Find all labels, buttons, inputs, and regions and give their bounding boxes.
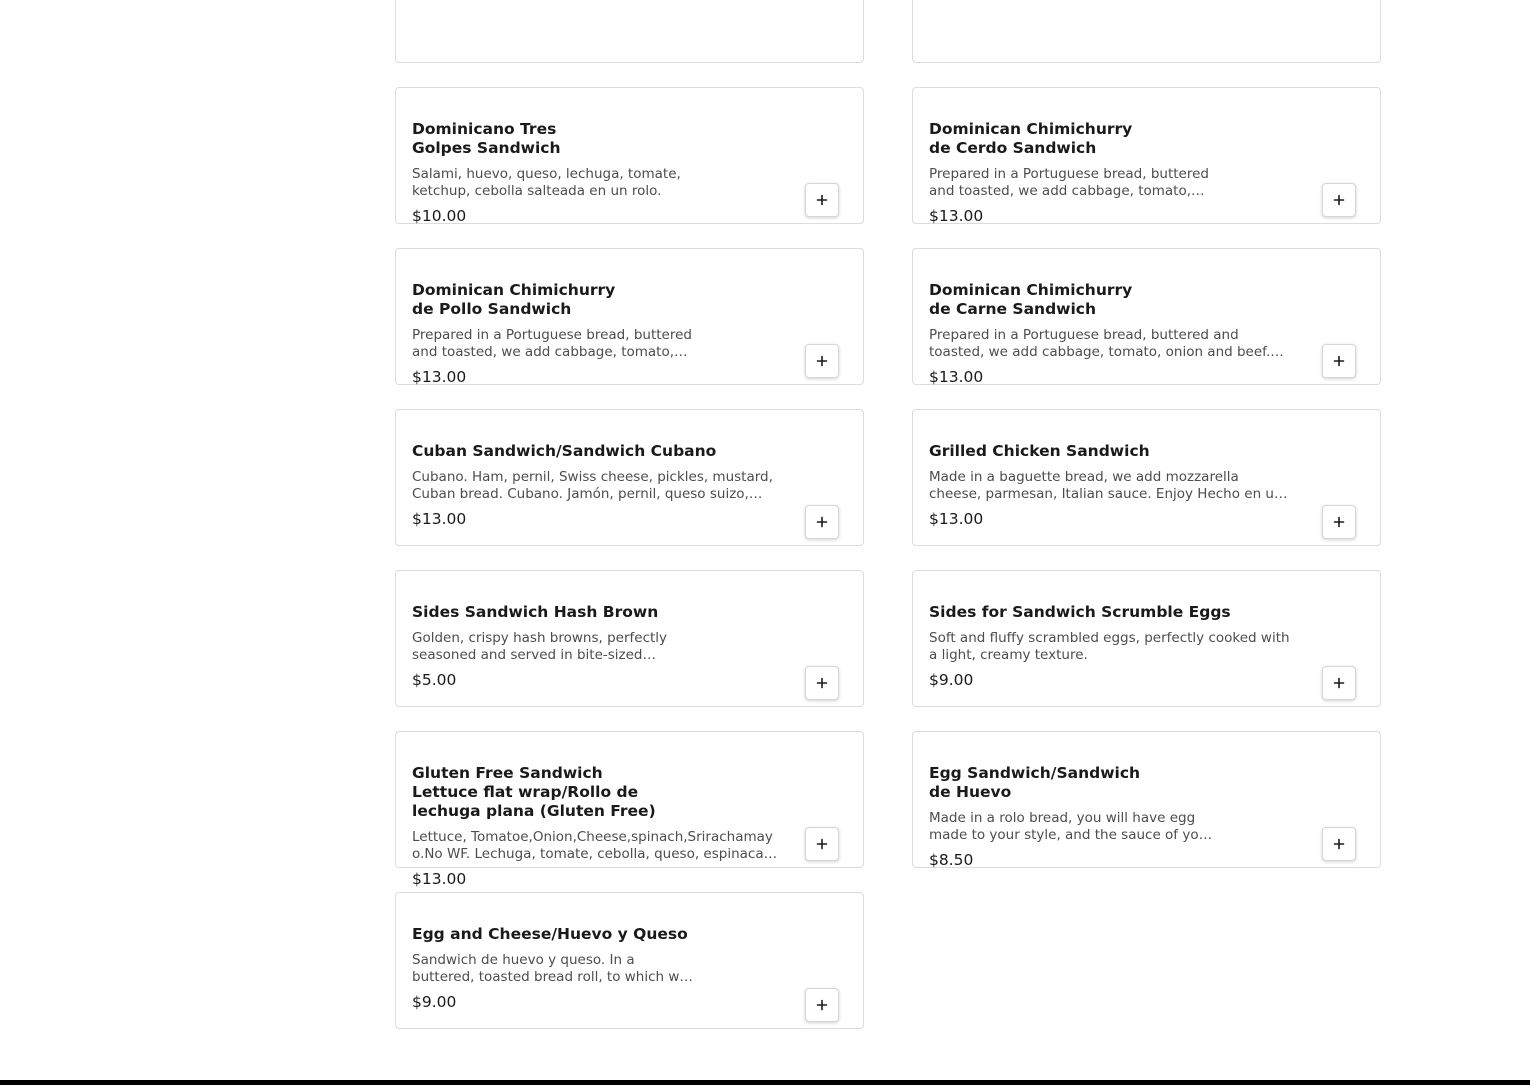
add-item-button[interactable] <box>1322 666 1356 700</box>
menu-item-title: Dominican Chimichurry de Cerdo Sandwich <box>929 120 1133 157</box>
menu-item-card[interactable] <box>395 731 864 888</box>
menu-item-description: Soft and fluffy scrambled eggs, perfectly cooked with a light, creamy texture. <box>929 630 1290 663</box>
plus-icon <box>1333 677 1345 689</box>
add-item-button[interactable] <box>805 988 839 1022</box>
menu-item-price: $9.00 <box>412 993 457 1011</box>
add-item-button[interactable] <box>1322 505 1356 539</box>
menu-item-card[interactable] <box>912 248 1381 385</box>
add-item-button[interactable] <box>805 827 839 861</box>
plus-icon <box>816 516 828 528</box>
menu-item-price: $10.00 <box>412 207 467 225</box>
menu-item-description: Made in a rolo bread, you will have egg made to your style, and the sauce of yo… <box>929 810 1213 843</box>
plus-icon <box>816 999 828 1011</box>
menu-item-title: Gluten Free Sandwich Lettuce flat wrap/Rollo de lechuga plana (Gluten Free) <box>412 764 656 820</box>
menu-item-card[interactable] <box>912 87 1381 224</box>
plus-icon <box>1333 194 1345 206</box>
menu-item-title: Egg and Cheese/Huevo y Queso <box>412 925 688 943</box>
menu-item-card[interactable] <box>912 731 1381 868</box>
menu-item-description: Salami, huevo, queso, lechuga, tomate, ketchup, cebolla salteada en un rolo. <box>412 166 681 199</box>
menu-item-price: $13.00 <box>412 510 467 528</box>
add-item-button[interactable] <box>805 183 839 217</box>
plus-icon <box>816 355 828 367</box>
menu-item-card[interactable] <box>395 0 864 63</box>
menu-item-description: Prepared in a Portuguese bread, buttered and toasted, we add cabbage, tomato,… <box>412 327 692 360</box>
plus-icon <box>1333 516 1345 528</box>
menu-item-card[interactable] <box>912 570 1381 707</box>
menu-item-card[interactable] <box>912 0 1381 63</box>
menu-item-description: Made in a baguette bread, we add mozzarella cheese, parmesan, Italian sauce. Enjoy Hecho en u… <box>929 469 1288 502</box>
menu-item-card[interactable] <box>912 409 1381 546</box>
plus-icon <box>816 194 828 206</box>
menu-item-title: Dominicano Tres Golpes Sandwich <box>412 120 561 157</box>
menu-item-title: Grilled Chicken Sandwich <box>929 442 1150 460</box>
menu-item-card[interactable] <box>395 570 864 707</box>
menu-item-description: Golden, crispy hash browns, perfectly seasoned and served in bite-sized… <box>412 630 668 663</box>
menu-item-card[interactable] <box>395 87 864 224</box>
menu-item-price: $13.00 <box>929 207 984 225</box>
menu-item-description: Prepared in a Portuguese bread, buttered and toasted, we add cabbage, tomato, onion and beef.… <box>929 327 1284 360</box>
add-item-button[interactable] <box>1322 344 1356 378</box>
menu-item-price: $9.00 <box>929 671 974 689</box>
menu-item-card[interactable] <box>395 248 864 385</box>
menu-item-title: Dominican Chimichurry de Pollo Sandwich <box>412 281 616 318</box>
add-item-button[interactable] <box>805 666 839 700</box>
menu-item-price: $13.00 <box>412 368 467 386</box>
menu-item-description: Sandwich de huevo y queso. In a buttered, toasted bread roll, to which w… <box>412 952 693 985</box>
menu-item-price: $13.00 <box>412 870 467 888</box>
add-item-button[interactable] <box>805 505 839 539</box>
menu-item-title: Cuban Sandwich/Sandwich Cubano <box>412 442 717 460</box>
menu-item-title: Sides for Sandwich Scrumble Eggs <box>929 603 1231 621</box>
menu-item-card[interactable] <box>395 409 864 546</box>
menu-item-description: Cubano. Ham, pernil, Swiss cheese, pickles, mustard, Cuban bread. Cubano. Jamón, pernil, queso suizo,… <box>412 469 773 502</box>
plus-icon <box>816 838 828 850</box>
menu-item-card[interactable] <box>395 892 864 1029</box>
footer-bar <box>0 1080 1530 1085</box>
add-item-button[interactable] <box>1322 183 1356 217</box>
plus-icon <box>1333 355 1345 367</box>
add-item-button[interactable] <box>805 344 839 378</box>
menu-item-price: $13.00 <box>929 510 984 528</box>
menu-item-price: $13.00 <box>929 368 984 386</box>
menu-item-title: Sides Sandwich Hash Brown <box>412 603 659 621</box>
plus-icon <box>1333 838 1345 850</box>
menu-item-price: $8.50 <box>929 851 974 869</box>
plus-icon <box>816 677 828 689</box>
menu-item-description: Prepared in a Portuguese bread, buttered and toasted, we add cabbage, tomato,… <box>929 166 1209 199</box>
menu-item-description: Lettuce, Tomatoe,Onion,Cheese,spinach,Srirachamay o.No WF. Lechuga, tomate, cebolla, queso, espinaca… <box>412 829 778 862</box>
menu-item-title: Dominican Chimichurry de Carne Sandwich <box>929 281 1133 318</box>
add-item-button[interactable] <box>1322 827 1356 861</box>
menu-item-price: $5.00 <box>412 671 457 689</box>
menu-item-title: Egg Sandwich/Sandwich de Huevo <box>929 764 1141 801</box>
